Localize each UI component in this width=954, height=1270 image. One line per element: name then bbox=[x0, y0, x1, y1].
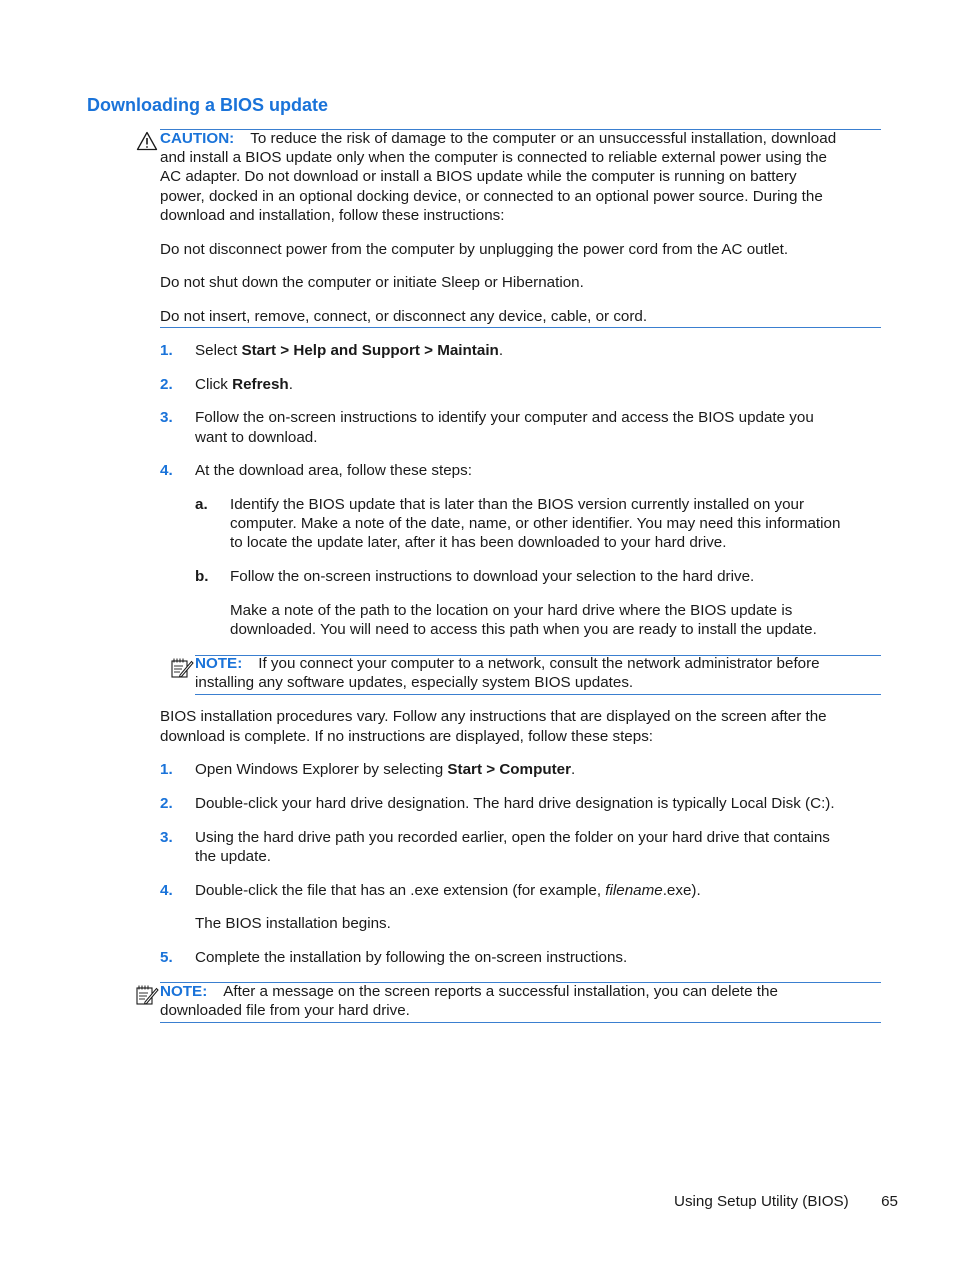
section-heading: Downloading a BIOS update bbox=[87, 95, 329, 115]
step-text: the update. bbox=[195, 848, 272, 865]
caution-instruction: Do not disconnect power from the computer by unplugging the power cord from the AC outlet. bbox=[160, 241, 789, 258]
page-number: 65 bbox=[881, 1193, 898, 1210]
menu-path: Start > Help and Support > Maintain bbox=[241, 342, 499, 359]
page-footer bbox=[674, 1192, 898, 1211]
step-text bbox=[195, 760, 575, 779]
step-text bbox=[195, 375, 293, 394]
step-number: 4. bbox=[160, 462, 173, 479]
bios-paragraph-line: BIOS installation procedures vary. Follow any instructions that are displayed on the screen after the bbox=[160, 708, 827, 725]
note-label: NOTE: bbox=[160, 983, 208, 1000]
note-text: After a message on the screen reports a successful installation, you can delete the bbox=[223, 983, 778, 1000]
note1-first-line bbox=[195, 654, 820, 673]
step-number: 3. bbox=[160, 829, 173, 846]
caution-line: and install a BIOS update only when the computer is connected to reliable external power using the bbox=[160, 149, 827, 166]
step-number: 1. bbox=[160, 761, 173, 778]
step-number: 2. bbox=[160, 376, 173, 393]
note1-line: installing any software updates, especially system BIOS updates. bbox=[195, 674, 634, 691]
substep-text: Follow the on-screen instructions to download your selection to the hard drive. bbox=[230, 568, 755, 585]
caution-instruction: Do not insert, remove, connect, or disconnect any device, cable, or cord. bbox=[160, 308, 648, 325]
step-text bbox=[195, 881, 701, 900]
step-text: Double-click your hard drive designation. The hard drive designation is typically Local Disk (C:). bbox=[195, 795, 835, 812]
substep-letter: b. bbox=[195, 568, 209, 585]
step-number: 3. bbox=[160, 409, 173, 426]
caution-label: CAUTION: bbox=[160, 130, 235, 147]
caution-line: download and installation, follow these instructions: bbox=[160, 207, 505, 224]
note-label: NOTE: bbox=[195, 655, 243, 672]
step-text-plain: Double-click the file that has an .exe extension (for example, bbox=[195, 882, 606, 899]
caution-first-line bbox=[160, 129, 836, 148]
note-pad-icon bbox=[135, 983, 159, 1007]
menu-path: Start > Computer bbox=[447, 761, 572, 778]
caution-line: power, docked in an optional docking device, or connected to an optional power source. During the bbox=[160, 188, 823, 205]
caution-text-first: To reduce the risk of damage to the computer or an unsuccessful installation, download bbox=[250, 130, 837, 147]
substep-text: computer. Make a note of the date, name, or other identifier. You may need this information bbox=[230, 515, 841, 532]
caution-line: AC adapter. Do not download or install a BIOS update while the computer is running on battery bbox=[160, 168, 797, 185]
step-text-plain: . bbox=[498, 342, 504, 359]
step-text: Follow the on-screen instructions to identify your computer and access the BIOS update you bbox=[195, 409, 814, 426]
step-number: 5. bbox=[160, 949, 173, 966]
step-text bbox=[195, 341, 503, 360]
substep-letter: a. bbox=[195, 496, 208, 513]
substep-note: downloaded. You will need to access this path when you are ready to install the update. bbox=[230, 621, 817, 638]
note2-line: downloaded file from your hard drive. bbox=[160, 1002, 410, 1019]
step-text-plain: Click bbox=[195, 376, 233, 393]
step-text: Using the hard drive path you recorded earlier, open the folder on your hard drive that contains bbox=[195, 829, 830, 846]
footer-section-title: Using Setup Utility (BIOS) bbox=[674, 1193, 849, 1210]
step-result: The BIOS installation begins. bbox=[195, 915, 391, 932]
caution-instruction: Do not shut down the computer or initiate Sleep or Hibernation. bbox=[160, 274, 584, 291]
note1-bottom-rule bbox=[195, 694, 881, 695]
step-text-plain: Select bbox=[195, 342, 242, 359]
filename-placeholder: filename bbox=[605, 882, 663, 899]
step-text: Complete the installation by following the on-screen instructions. bbox=[195, 949, 628, 966]
substep-text: to locate the update later, after it has been downloaded to your hard drive. bbox=[230, 534, 727, 551]
step-number: 2. bbox=[160, 795, 173, 812]
step-text: want to download. bbox=[195, 429, 318, 446]
step-text-plain: . bbox=[571, 761, 576, 778]
bios-paragraph-line: download is complete. If no instructions are displayed, follow these steps: bbox=[160, 728, 654, 745]
substep-text: Identify the BIOS update that is later than the BIOS version currently installed on your bbox=[230, 496, 805, 513]
substep-note: Make a note of the path to the location on your hard drive where the BIOS update is bbox=[230, 602, 793, 619]
note2-first-line bbox=[160, 982, 778, 1001]
note-text: If you connect your computer to a network, consult the network administrator before bbox=[258, 655, 820, 672]
step-text-plain: . bbox=[288, 376, 293, 393]
note-pad-icon bbox=[170, 656, 194, 680]
caution-bottom-rule bbox=[160, 327, 881, 328]
step-number: 1. bbox=[160, 342, 173, 359]
button-name: Refresh bbox=[232, 376, 289, 393]
step-text-plain: .exe). bbox=[662, 882, 701, 899]
step-text: At the download area, follow these steps: bbox=[195, 462, 472, 479]
step-text-plain: Open Windows Explorer by selecting bbox=[195, 761, 448, 778]
warning-triangle-icon bbox=[136, 131, 158, 151]
step-number: 4. bbox=[160, 882, 173, 899]
note2-bottom-rule bbox=[160, 1022, 881, 1023]
